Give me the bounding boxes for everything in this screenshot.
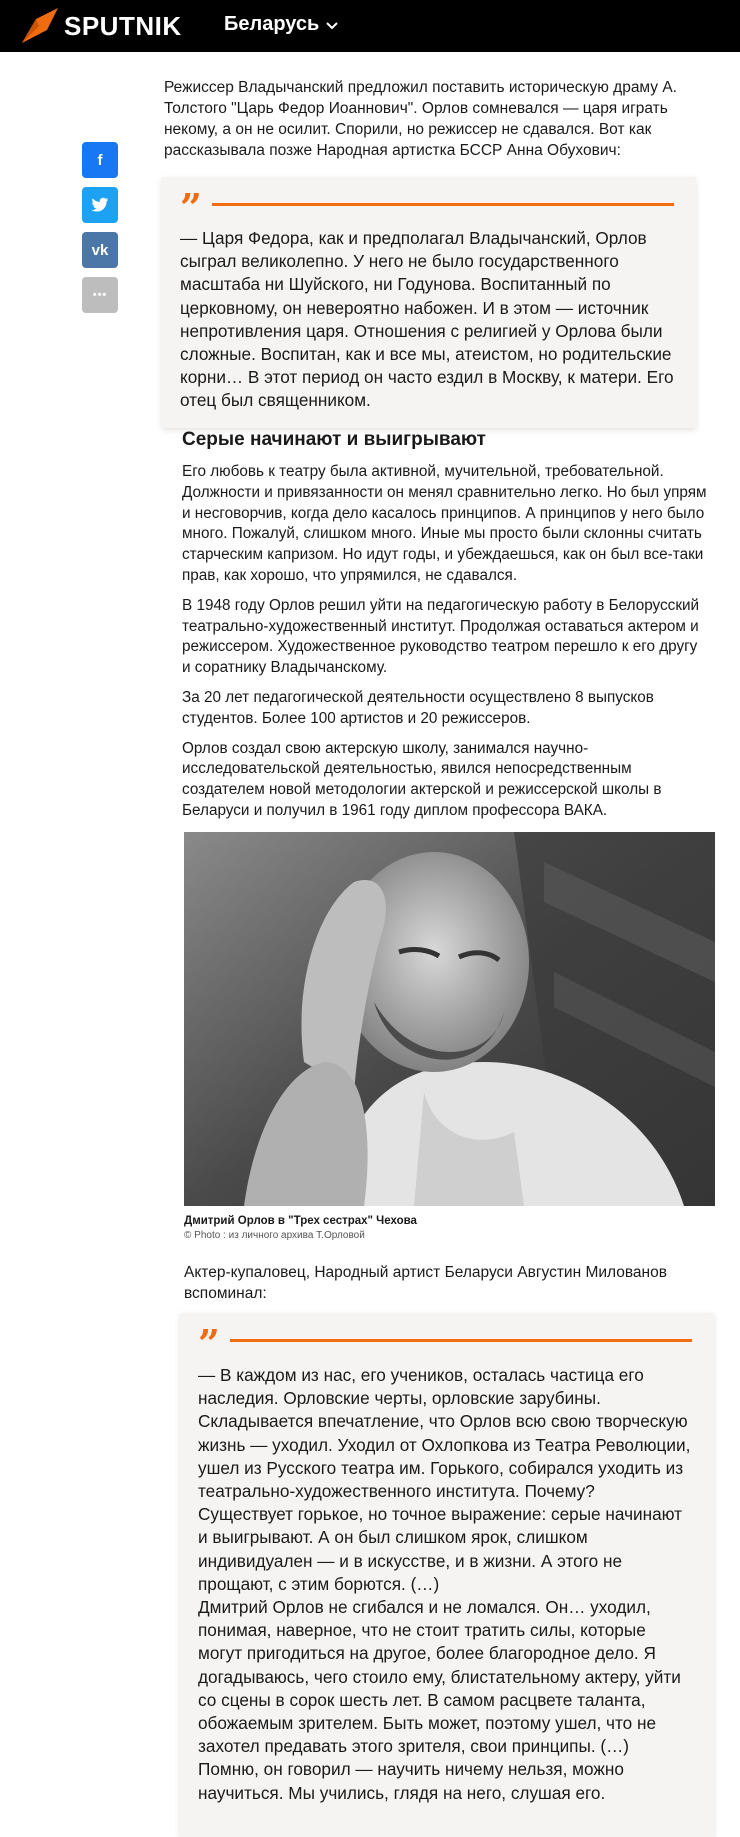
share-bar bbox=[82, 142, 118, 322]
quote-block bbox=[180, 1313, 714, 1837]
photo-caption bbox=[184, 1214, 704, 1242]
after-photo-paragraph bbox=[184, 1262, 704, 1304]
quote-paragraph: Дмитрий Орлов не сгибался и не ломался. Он… уходил, понимая, наверное, что не стоит тратить силы, которые могут пригодиться на другое, более благородное дело. Я догадываюсь, чего стоило ему, блистательному актеру, уйти со сцены в сорок шесть лет. В самом расцвете таланта, обожаемым зрителем. Быть может, поэтому ушел, что не захотел предавать этого зрителя, свои принципы. (…) bbox=[198, 1597, 681, 1757]
quote-divider bbox=[230, 1339, 692, 1342]
quote-text bbox=[198, 1364, 694, 1805]
quote-divider bbox=[212, 203, 674, 206]
intro-paragraph bbox=[164, 77, 704, 161]
region-label: Беларусь bbox=[224, 13, 320, 35]
share-twitter-button[interactable] bbox=[82, 187, 118, 223]
region-selector[interactable] bbox=[224, 13, 338, 36]
logo-text: SPUTNIK bbox=[64, 10, 182, 41]
share-vk-button[interactable] bbox=[82, 232, 118, 268]
share-facebook-button[interactable] bbox=[82, 142, 118, 178]
more-icon: ••• bbox=[92, 289, 108, 301]
article-body bbox=[182, 428, 710, 831]
section-heading: Серые начинают и выигрывают bbox=[182, 429, 486, 450]
article-paragraph: За 20 лет педагогической деятельности осуществлено 8 выпусков студентов. Более 100 артистов и 20 режиссеров. bbox=[182, 688, 654, 727]
chevron-down-icon bbox=[326, 22, 338, 30]
quote-paragraph: Помню, он говорил — научить ничему нельзя, можно научиться. Мы учились, глядя на него, слушая его. bbox=[198, 1759, 624, 1803]
quote-paragraph: — В каждом из нас, его учеников, осталась частица его наследия. Орловские черты, орловские зарубины. Складывается впечатление, что Орлов всю свою творческую жизнь — уходил. Уходил от Охлопкова из Театра Революции, ушел из Русского театра им. Горького, собирался уходить из театрально-художественного института. Почему? Существует горькое, но точное выражение: серые начинают и выигрывают. А он был слишком ярок, слишком индивидуален — и в искусстве, и в жизни. А этого не прощают, с этим борются. (…) bbox=[198, 1365, 691, 1594]
intro-text: Режиссер Владычанский предложил поставить историческую драму А. Толстого "Царь Федор Иоаннович". Орлов сомневался — царя играть некому, а он не осилит. Спорили, но режиссер не сдавался. Вот как рассказывала позже Народная артистка БССР Анна Обухович: bbox=[164, 79, 677, 159]
article-paragraph: Его любовь к театру была активной, мучительной, требовательной. Должности и привязанности он менял сравнительно легко. Но был упрям и несговорчив, когда дело касалось принципов. А принципов у него было много. Пожалуй, слишком много. Иные мы просто были склонны считать старческим капризом. Но идут годы, и убеждаешься, как он был все-таки прав, как хорошо, что упрямился, не сдавался. bbox=[182, 463, 707, 584]
quote-mark-icon: ” bbox=[180, 185, 202, 230]
photo-image bbox=[184, 832, 715, 1206]
site-header bbox=[0, 0, 740, 52]
article-photo[interactable] bbox=[184, 832, 715, 1206]
after-photo-text: Актер-купаловец, Народный артист Беларуси Августин Милованов вспоминал: bbox=[184, 1264, 667, 1302]
photo-caption-title: Дмитрий Орлов в "Трех сестрах" Чехова bbox=[184, 1215, 417, 1227]
quote-mark-icon: ” bbox=[198, 1321, 220, 1366]
twitter-icon bbox=[91, 197, 109, 213]
article-paragraph: В 1948 году Орлов решил уйти на педагогическую работу в Белорусский театрально-художественный институт. Продолжая оставаться актером и режиссером. Художественное руководство театром перешло к его другу и соратнику Владычанскому. bbox=[182, 596, 700, 677]
photo-credit: © Photo : из личного архива Т.Орловой bbox=[184, 1230, 365, 1241]
sputnik-logo-icon bbox=[20, 6, 60, 46]
facebook-icon: f bbox=[97, 151, 103, 169]
quote-paragraph: — Царя Федора, как и предполагал Владычанский, Орлов сыграл великолепно. У него не было государственного масштаба ни Шуйского, ни Годунова. Воспитанный по церковному, он невероятно набожен. И в этом — источник непротивления царя. Отношения с религией у Орлова были сложные. Воспитан, как и все мы, атеистом, но родительские корни… В этот период он часто ездил в Москву, к матери. Его отец был священником. bbox=[180, 228, 674, 411]
sputnik-logo[interactable] bbox=[20, 6, 182, 46]
share-more-button[interactable] bbox=[82, 277, 118, 313]
quote-block bbox=[162, 177, 696, 428]
article-paragraph: Орлов создал свою актерскую школу, занимался научно-исследовательской деятельностью, явился непосредственным создателем новой методологии актерской и режиссерской школы в Беларуси и получил в 1961 году диплом профессора ВАКА. bbox=[182, 739, 662, 819]
vk-icon: vk bbox=[91, 241, 109, 259]
quote-text bbox=[180, 227, 676, 413]
